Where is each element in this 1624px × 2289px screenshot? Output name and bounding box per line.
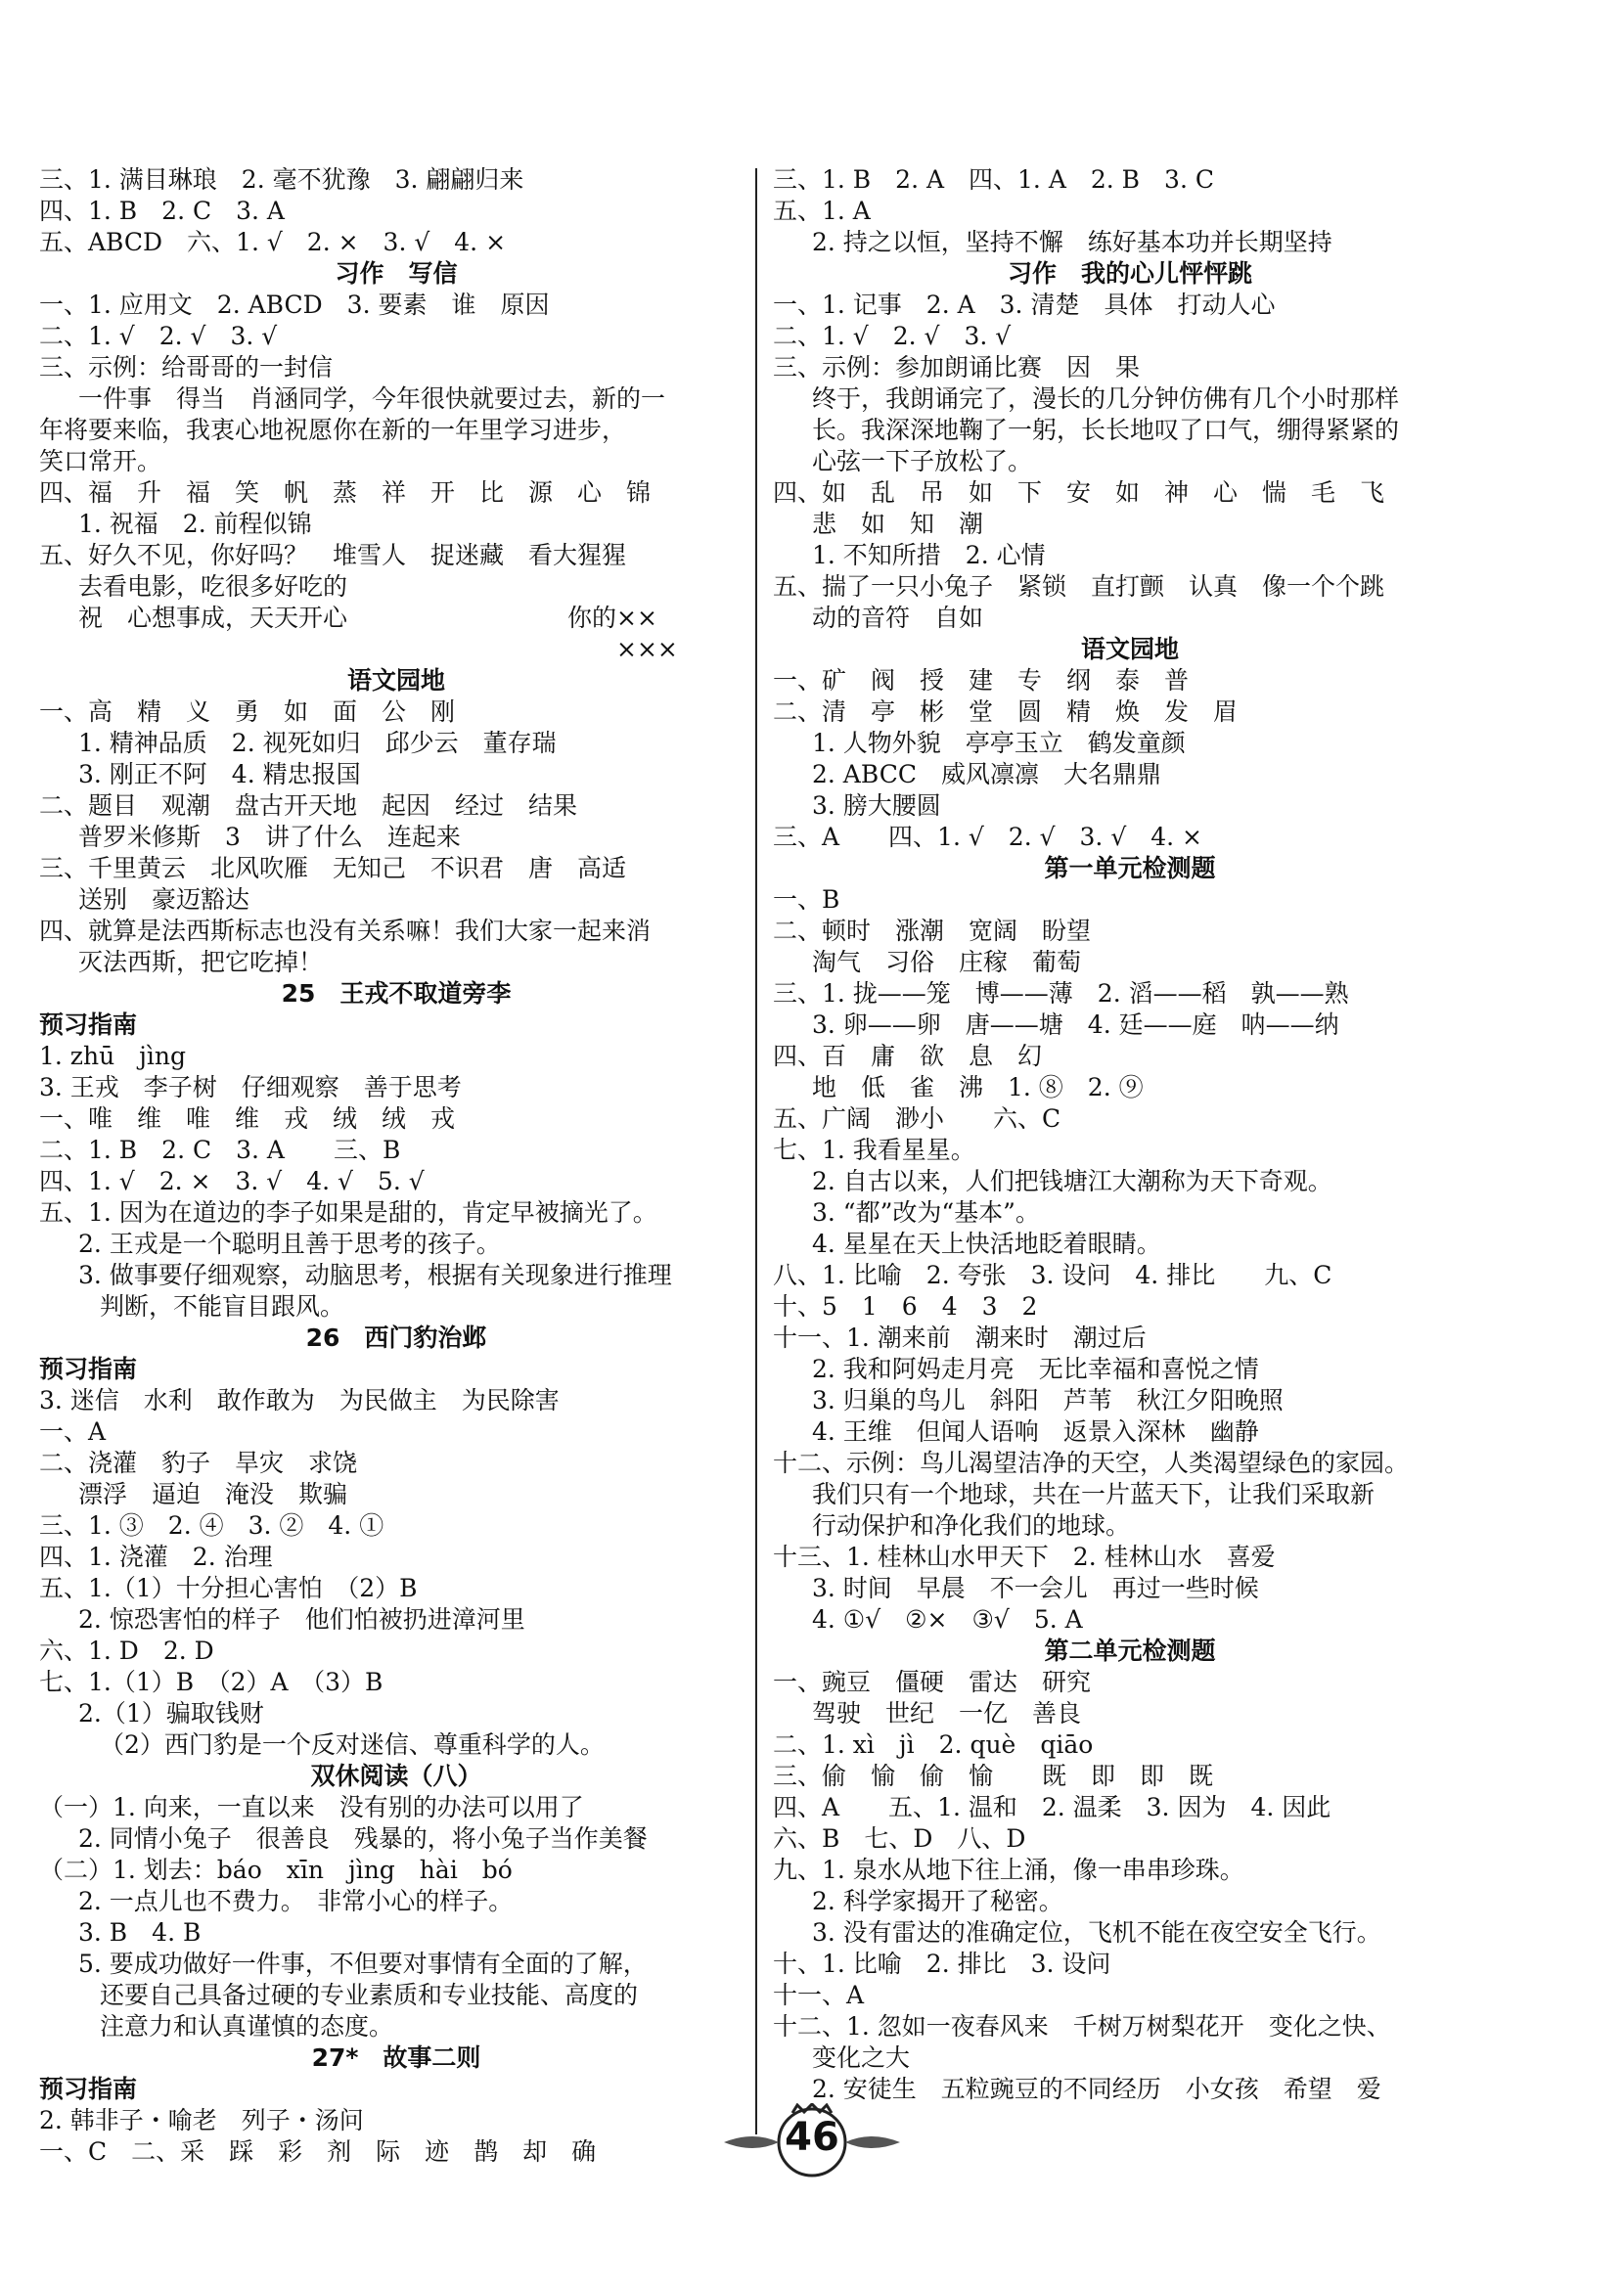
answer-line: 1. 不知所措 2. 心情 (812, 541, 1046, 569)
answer-line: 1. zhū jìng (39, 1042, 187, 1070)
answer-line: 三、1. 满目琳琅 2. 毫不犹豫 3. 翩翩归来 (39, 165, 524, 194)
answer-line: 四、百 庸 欲 息 幻 (773, 1042, 1043, 1070)
answer-line: 终于，我朗诵完了，漫长的几分钟仿佛有几个小时那样 (812, 384, 1400, 413)
answer-line: 二、浇灌 豹子 旱灾 求饶 (39, 1449, 358, 1477)
section-title: 语文园地 (1080, 635, 1179, 663)
answer-line: 驾驶 世纪 一亿 善良 (812, 1699, 1082, 1728)
subsection-heading: 预习指南 (39, 1010, 138, 1039)
answer-line: 淘气 习俗 庄稼 葡萄 (812, 948, 1082, 976)
answer-line: 三、示例：参加朗诵比赛 因 果 (773, 353, 1141, 382)
answer-line: 五、好久不见，你好吗？ 堆雪人 捉迷藏 看大猩猩 (39, 541, 627, 569)
answer-line: 2. 安徒生 五粒豌豆的不同经历 小女孩 希望 爱 (812, 2075, 1381, 2103)
answer-line: 2. 自古以来，人们把钱塘江大潮称为天下奇观。 (812, 1167, 1332, 1195)
answer-line: （2）西门豹是一个反对迷信、尊重科学的人。 (100, 1730, 605, 1759)
answer-line: 五、广阔 渺小 六、C (773, 1104, 1061, 1133)
answer-line: 三、1. 拢——笼 博——薄 2. 滔——稻 孰——熟 (773, 979, 1349, 1008)
answer-line: 4. ①√ ②× ③√ 5. A (812, 1605, 1083, 1634)
section-title: 语文园地 (346, 666, 445, 695)
answer-line: 普罗米修斯 3 讲了什么 连起来 (78, 823, 461, 851)
answer-line: 送别 豪迈豁达 (78, 885, 250, 914)
answer-line: 长。我深深地鞠了一躬，长长地叹了口气，绷得紧紧的 (812, 416, 1400, 444)
answer-line: 七、1. 我看星星。 (773, 1136, 975, 1164)
answer-line: 3. B 4. B (78, 1918, 202, 1947)
answer-line: 一、C 二、采 踩 彩 剂 际 迹 鹊 却 确 (39, 2137, 597, 2166)
answer-line: 3. 没有雷达的准确定位，飞机不能在夜空安全飞行。 (812, 1918, 1381, 1947)
answer-line: 五、揣了一只小兔子 紧锁 直打颤 认真 像一个个跳 (773, 572, 1385, 601)
answer-line: 年将要来临，我衷心地祝愿你在新的一年里学习进步， (39, 416, 627, 444)
subsection-heading: 预习指南 (39, 2075, 138, 2103)
answer-line: 一、唯 维 唯 维 戎 绒 绒 戎 (39, 1104, 456, 1133)
answer-line: （二）1. 划去：báo xīn jìng hài bó (39, 1856, 513, 1884)
answer-line: 4. 星星在天上快活地眨着眼睛。 (812, 1230, 1161, 1258)
answer-line: 五、1. 因为在道边的李子如果是甜的，肯定早被摘光了。 (39, 1198, 657, 1227)
left-column (39, 164, 753, 2168)
answer-line: 四、1. 浇灌 2. 治理 (39, 1543, 273, 1571)
section-title: 26 西门豹治邺 (305, 1324, 487, 1352)
answer-line: 二、1. √ 2. √ 3. √ (39, 322, 278, 350)
answer-line: 一、B (773, 885, 840, 914)
answer-line: 十一、1. 潮来前 潮来时 潮过后 (773, 1324, 1147, 1352)
page-number-badge (695, 2103, 929, 2181)
answer-line: 三、示例：给哥哥的一封信 (39, 353, 334, 382)
answer-line: 四、就算是法西斯标志也没有关系嘛！我们大家一起来消 (39, 917, 652, 945)
answer-line: 3. 刚正不阿 4. 精忠报国 (78, 760, 361, 788)
answer-line: 一、A (39, 1417, 107, 1446)
answer-line: 3. 膀大腰圆 (812, 791, 941, 820)
answer-line: 地 低 雀 沸 1. ⑧ 2. ⑨ (812, 1073, 1144, 1101)
answer-line: 一件事 得当 肖涵同学，今年很快就要过去，新的一 (78, 384, 666, 413)
answer-line: 2. 惊恐害怕的样子 他们怕被扔进漳河里 (78, 1605, 525, 1634)
answer-line: 二、顿时 涨潮 宽阔 盼望 (773, 917, 1092, 945)
answer-line: 三、1. ③ 2. ④ 3. ② 4. ① (39, 1511, 384, 1540)
answer-line: 一、1. 记事 2. A 3. 清楚 具体 打动人心 (773, 291, 1276, 319)
answer-line: 三、偷 愉 偷 愉 既 即 即 既 (773, 1762, 1214, 1790)
answer-line: 2. 一点儿也不费力。 非常小心的样子。 (78, 1887, 514, 1915)
answer-line: 十一、A (773, 1981, 865, 2009)
answer-line: 1. 人物外貌 亭亭玉立 鹤发童颜 (812, 729, 1186, 757)
answer-line: 一、豌豆 僵硬 雷达 研究 (773, 1668, 1092, 1696)
answer-line: 1. 祝福 2. 前程似锦 (78, 510, 312, 538)
subsection-heading: 预习指南 (39, 1355, 138, 1383)
answer-line: 3. 卵——卵 唐——塘 4. 廷——庭 呐——纳 (812, 1010, 1339, 1039)
answer-line: 祝 心想事成，天天开心 你的×× (78, 604, 657, 632)
answer-line: 三、1. B 2. A 四、1. A 2. B 3. C (773, 165, 1214, 194)
answer-line: 七、1.（1）B （2）A （3）B (39, 1668, 383, 1696)
answer-line: 3. “都”改为“基本”。 (812, 1198, 1040, 1227)
section-title: 第一单元检测题 (1044, 854, 1216, 882)
column-divider (755, 168, 757, 2134)
answer-line: 2. 持之以恒，坚持不懈 练好基本功并长期坚持 (812, 228, 1332, 256)
answer-line: 二、清 亭 彬 堂 圆 精 焕 发 眉 (773, 697, 1239, 726)
answer-line: 五、1. A (773, 197, 871, 225)
answer-line: 二、题目 观潮 盘古开天地 起因 经过 结果 (39, 791, 578, 820)
answer-line: 2. 同情小兔子 很善良 残暴的，将小兔子当作美餐 (78, 1824, 648, 1853)
answer-line: 还要自己具备过硬的专业素质和专业技能、高度的 (100, 1981, 639, 2009)
answer-line: 注意力和认真谨慎的态度。 (100, 2012, 394, 2041)
answer-line: 2. 王戎是一个聪明且善于思考的孩子。 (78, 1230, 501, 1258)
answer-line: 2.（1）骗取钱财 (78, 1699, 264, 1728)
section-title: 习作 我的心儿怦怦跳 (1007, 259, 1252, 288)
answer-line: 四、如 乱 吊 如 下 安 如 神 心 惴 毛 飞 (773, 478, 1385, 507)
answer-line: 4. 王维 但闻人语响 返景入深林 幽静 (812, 1417, 1259, 1446)
answer-line: 2. 科学家揭开了秘密。 (812, 1887, 1063, 1915)
section-title: 习作 写信 (335, 259, 458, 288)
answer-line: 一、高 精 义 勇 如 面 公 刚 (39, 697, 456, 726)
answer-line: 2. ABCC 威风凛凛 大名鼎鼎 (812, 760, 1161, 788)
answer-line: 十三、1. 桂林山水甲天下 2. 桂林山水 喜爱 (773, 1543, 1276, 1571)
answer-line: 悲 如 知 潮 (812, 510, 984, 538)
answer-line: 3. 归巢的鸟儿 斜阳 芦苇 秋江夕阳晚照 (812, 1386, 1284, 1414)
answer-line: 行动保护和净化我们的地球。 (812, 1511, 1131, 1540)
answer-line: 三、A 四、1. √ 2. √ 3. √ 4. × (773, 823, 1202, 851)
answer-line: 九、1. 泉水从地下往上涌，像一串串珍珠。 (773, 1856, 1244, 1884)
answer-line: 心弦一下子放松了。 (812, 447, 1033, 475)
answer-line: 3. 时间 早晨 不一会儿 再过一些时候 (812, 1574, 1259, 1602)
answer-line: 十二、示例：鸟儿渴望洁净的天空，人类渴望绿色的家园。 (773, 1449, 1410, 1477)
answer-line: 3. 做事要仔细观察，动脑思考，根据有关现象进行推理 (78, 1261, 672, 1289)
answer-line: 十二、1. 忽如一夜春风来 千树万树梨花开 变化之快、 (773, 2012, 1391, 2041)
answer-line: 四、1. B 2. C 3. A (39, 197, 285, 225)
answer-line: 笑口常开。 (39, 447, 162, 475)
answer-line: ××× (78, 635, 678, 663)
answer-line: 四、A 五、1. 温和 2. 温柔 3. 因为 4. 因此 (773, 1793, 1331, 1821)
answer-line: 二、1. √ 2. √ 3. √ (773, 322, 1012, 350)
answer-line: 3. 王戎 李子树 仔细观察 善于思考 (39, 1073, 462, 1101)
answer-line: 变化之大 (812, 2043, 911, 2072)
answer-line: 二、1. xì jì 2. què qiāo (773, 1730, 1094, 1759)
answer-line: 四、1. √ 2. × 3. √ 4. √ 5. √ (39, 1167, 425, 1195)
answer-line: 十、1. 比喻 2. 排比 3. 设问 (773, 1950, 1111, 1978)
answer-line: 3. 迷信 水利 敢作敢为 为民做主 为民除害 (39, 1386, 560, 1414)
section-title: 第二单元检测题 (1044, 1637, 1216, 1665)
answer-line: 八、1. 比喻 2. 夸张 3. 设问 4. 排比 九、C (773, 1261, 1332, 1289)
answer-line: 灭法西斯，把它吃掉！ (78, 948, 324, 976)
section-title: 双休阅读（八） (310, 1762, 482, 1790)
answer-line: 六、B 七、D 八、D (773, 1824, 1026, 1853)
answer-line: 2. 我和阿妈走月亮 无比幸福和喜悦之情 (812, 1355, 1259, 1383)
answer-line: （一）1. 向来，一直以来 没有别的办法可以用了 (39, 1793, 584, 1821)
answer-line: 四、福 升 福 笑 帆 蒸 祥 开 比 源 心 锦 (39, 478, 652, 507)
answer-line: 我们只有一个地球，共在一片蓝天下，让我们采取新 (812, 1480, 1376, 1508)
answer-line: 1. 精神品质 2. 视死如归 邱少云 董存瑞 (78, 729, 557, 757)
answer-line: 2. 韩非子・喻老 列子・汤问 (39, 2106, 364, 2134)
answer-line: 去看电影，吃很多好吃的 (78, 572, 348, 601)
right-column (773, 164, 1487, 2105)
answer-line: 5. 要成功做好一件事，不但要对事情有全面的了解， (78, 1950, 648, 1978)
answer-line: 一、矿 阀 授 建 专 纲 泰 普 (773, 666, 1190, 695)
section-title: 25 王戎不取道旁李 (281, 979, 512, 1008)
answer-line: 动的音符 自如 (812, 604, 984, 632)
answer-line: 五、1.（1）十分担心害怕 （2）B (39, 1574, 418, 1602)
answer-line: 判断，不能盲目跟风。 (100, 1292, 345, 1321)
section-title: 27* 故事二则 (311, 2043, 481, 2072)
answer-line: 六、1. D 2. D (39, 1637, 214, 1665)
answer-line: 二、1. B 2. C 3. A 三、B (39, 1136, 401, 1164)
answer-line: 五、ABCD 六、1. √ 2. × 3. √ 4. × (39, 228, 507, 256)
answer-line: 十、5 1 6 4 3 2 (773, 1292, 1038, 1321)
answer-line: 漂浮 逼迫 淹没 欺骗 (78, 1480, 348, 1508)
page-number: 46 (785, 2115, 839, 2160)
answer-line: 一、1. 应用文 2. ABCD 3. 要素 谁 原因 (39, 291, 550, 319)
answer-line: 三、千里黄云 北风吹雁 无知己 不识君 唐 高适 (39, 854, 627, 882)
